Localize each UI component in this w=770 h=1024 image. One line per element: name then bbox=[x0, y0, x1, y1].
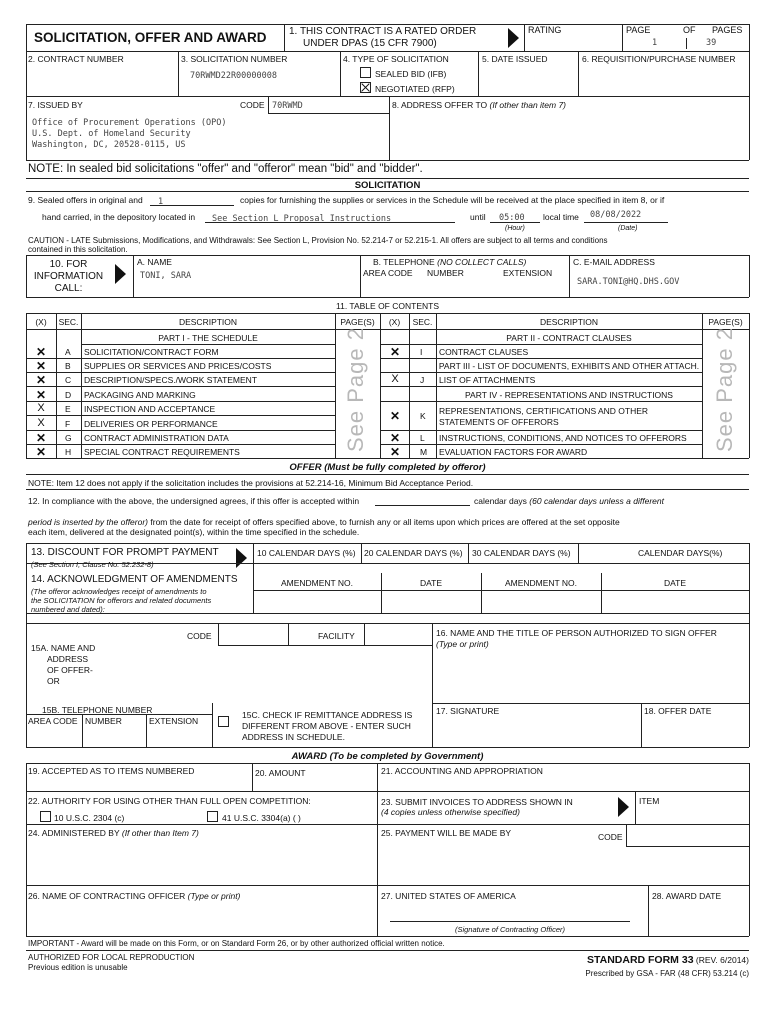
usc-3304-checkbox[interactable] bbox=[207, 811, 218, 822]
address-offer-label: 8. ADDRESS OFFER TO (If other than item 7) bbox=[392, 100, 567, 110]
number-15b: NUMBER bbox=[85, 716, 122, 726]
submit-invoices-note: (4 copies unless otherwise specified) bbox=[381, 807, 520, 817]
toc-heading: 11. TABLE OF CONTENTS bbox=[336, 301, 439, 311]
solicitation-number-label: 3. SOLICITATION NUMBER bbox=[181, 54, 288, 64]
usc-3304-label: 41 U.S.C. 3304(a) ( ) bbox=[222, 813, 301, 823]
toc-c-sec: C bbox=[65, 375, 72, 385]
rated-order-label: 1. THIS CONTRACT IS A RATED ORDER bbox=[289, 26, 477, 37]
contact-name-value[interactable]: TONI, SARA bbox=[140, 271, 192, 281]
email-label: C. E-MAIL ADDRESS bbox=[573, 257, 655, 267]
page-number: 1 bbox=[652, 38, 658, 48]
total-pages: 39 bbox=[706, 38, 717, 48]
submit-invoices-label: 23. SUBMIT INVOICES TO ADDRESS SHOWN IN bbox=[381, 797, 573, 807]
toc-d-sec: D bbox=[65, 390, 72, 400]
code-label-25: CODE bbox=[598, 832, 623, 842]
item-label: ITEM bbox=[639, 796, 660, 806]
toc-k-desc-2: STATEMENTS OF OFFERORS bbox=[439, 417, 559, 427]
rating-label: RATING bbox=[528, 25, 562, 35]
accepted-items-label: 19. ACCEPTED AS TO ITEMS NUMBERED bbox=[28, 766, 195, 776]
toc-j-check[interactable]: X bbox=[391, 373, 399, 385]
toc-d-check[interactable]: ✕ bbox=[35, 388, 47, 402]
local-reproduction: AUTHORIZED FOR LOCAL REPRODUCTION bbox=[28, 953, 195, 962]
see-page-stamp: See Page 2 bbox=[343, 327, 368, 452]
signature-label: 17. SIGNATURE bbox=[436, 706, 500, 716]
depository-location[interactable]: See Section L Proposal Instructions bbox=[212, 214, 392, 224]
toc-b-sec: B bbox=[65, 361, 71, 371]
amendment-date-header-2: DATE bbox=[663, 578, 687, 588]
toc-m-check[interactable]: ✕ bbox=[389, 445, 401, 459]
part2-heading: PART II - CONTRACT CLAUSES bbox=[506, 333, 632, 343]
toc-f-desc: DELIVERIES OR PERFORMANCE bbox=[84, 419, 218, 429]
extension-label: EXTENSION bbox=[503, 268, 553, 278]
toc-a-desc: SOLICITATION/CONTRACT FORM bbox=[84, 347, 219, 357]
item12-delivery: each item, delivered at the designated point(s), within the time specified in the schedule. bbox=[28, 527, 360, 537]
payment-by-label: 25. PAYMENT WILL BE MADE BY bbox=[381, 828, 512, 838]
for-info-label: 10. FOR INFORMATION CALL: bbox=[33, 259, 104, 294]
accounting-label: 21. ACCOUNTING AND APPROPRIATION bbox=[381, 766, 543, 776]
toc-h-desc: SPECIAL CONTRACT REQUIREMENTS bbox=[84, 447, 240, 457]
toc-pages-header: PAGE(S) bbox=[340, 317, 375, 327]
code-label: CODE bbox=[240, 100, 265, 110]
amendment-no-header-2: AMENDMENT NO. bbox=[504, 578, 578, 588]
until-label: until bbox=[470, 212, 486, 222]
usc-2304-checkbox[interactable] bbox=[40, 811, 51, 822]
toc-b-check[interactable]: ✕ bbox=[35, 359, 47, 373]
discount-label: 13. DISCOUNT FOR PROMPT PAYMENT bbox=[31, 547, 219, 558]
toc-i-sec: I bbox=[420, 347, 423, 357]
issued-by-label: 7. ISSUED BY bbox=[28, 100, 83, 110]
dpas-label: UNDER DPAS (15 CFR 7900) bbox=[303, 38, 437, 49]
toc-f-sec: F bbox=[65, 419, 71, 429]
contact-name-label: A. NAME bbox=[137, 257, 172, 267]
toc-d-desc: PACKAGING AND MARKING bbox=[84, 390, 196, 400]
toc-c-check[interactable]: ✕ bbox=[35, 373, 47, 387]
toc-sec-header-right: SEC. bbox=[412, 317, 433, 327]
item12-period: period is inserted by the offeror) from the date for receipt of offers specified above, to furnish any or all items upon which prices are offered at the set opposite bbox=[28, 517, 620, 527]
issuer-code-value[interactable]: 70RWMD bbox=[272, 101, 303, 111]
toc-x-header: (X) bbox=[35, 317, 47, 327]
toc-j-desc: LIST OF ATTACHMENTS bbox=[439, 375, 536, 385]
remittance-label: 15C. CHECK IF REMITTANCE ADDRESS IS DIFFERENT FROM ABOVE - ENTER SUCH ADDRESS IN SCHEDULE. bbox=[242, 710, 413, 742]
authority-label: 22. AUTHORITY FOR USING OTHER THAN FULL OPEN COMPETITION: bbox=[28, 796, 311, 806]
discount-note: (See Section I, Clause No. 52.232-8) bbox=[31, 560, 154, 569]
sealed-bid-checkbox[interactable] bbox=[360, 67, 371, 78]
sealed-bid-label: SEALED BID (IFB) bbox=[375, 69, 447, 79]
issuer-address-line1[interactable]: Office of Procurement Operations (OPO) bbox=[32, 118, 227, 128]
code-label-15: CODE bbox=[187, 631, 212, 641]
deadline-hour[interactable]: 05:00 bbox=[499, 213, 525, 223]
toc-e-sec: E bbox=[65, 404, 71, 414]
of-label: OF bbox=[683, 25, 696, 35]
solicitation-heading: SOLICITATION bbox=[354, 180, 421, 191]
toc-e-check[interactable]: X bbox=[37, 402, 45, 414]
previous-edition: Previous edition is unusable bbox=[28, 963, 128, 972]
offeror-name-label: 15A. NAME AND ADDRESS OF OFFER- OR bbox=[31, 643, 96, 686]
usa-label: 27. UNITED STATES OF AMERICA bbox=[381, 891, 516, 901]
toc-x-header-right: (X) bbox=[388, 317, 401, 327]
telephone-15b-label: 15B. TELEPHONE NUMBER bbox=[42, 705, 153, 715]
copies-value[interactable]: 1 bbox=[158, 197, 164, 207]
toc-l-desc: INSTRUCTIONS, CONDITIONS, AND NOTICES TO OFFERORS bbox=[439, 433, 687, 443]
arrow-icon bbox=[115, 264, 126, 284]
administered-by-label: 24. ADMINISTERED BY (If other than Item 7) bbox=[28, 828, 199, 838]
solicitation-type-label: 4. TYPE OF SOLICITATION bbox=[343, 54, 449, 64]
toc-pages-header-right: PAGE(S) bbox=[708, 317, 743, 327]
deadline-date[interactable]: 08/08/2022 bbox=[590, 210, 642, 220]
sealed-offers-label: 9. Sealed offers in original and bbox=[28, 195, 143, 205]
part3-heading: PART III - LIST OF DOCUMENTS, EXHIBITS AND OTHER ATTACH. bbox=[438, 361, 700, 371]
number-label: NUMBER bbox=[427, 268, 464, 278]
amendment-date-header: DATE bbox=[419, 578, 443, 588]
remittance-checkbox[interactable] bbox=[218, 716, 229, 727]
negotiated-label: NEGOTIATED (RFP) bbox=[375, 84, 455, 94]
form-title: SOLICITATION, OFFER AND AWARD bbox=[34, 30, 267, 45]
area-code-label: AREA CODE bbox=[363, 268, 413, 278]
part4-heading: PART IV - REPRESENTATIONS AND INSTRUCTIONS bbox=[465, 390, 673, 400]
discount-calendar-days: CALENDAR DAYS(%) bbox=[638, 548, 723, 558]
amount-label: 20. AMOUNT bbox=[255, 768, 306, 778]
toc-desc-header-right: DESCRIPTION bbox=[539, 317, 599, 327]
telephone-label: B. TELEPHONE (NO COLLECT CALLS) bbox=[373, 257, 527, 267]
area-code-15b: AREA CODE bbox=[28, 716, 78, 726]
authorized-signer-label: 16. NAME AND THE TITLE OF PERSON AUTHORIZED TO SIGN OFFER bbox=[436, 628, 717, 638]
amendments-note: (The offeror acknowledges receipt of amendments to the SOLICITATION for offerors and related documents numbered and dated): bbox=[31, 587, 212, 614]
toc-k-check[interactable]: ✕ bbox=[389, 409, 401, 423]
authorized-signer-note: (Type or print) bbox=[436, 639, 489, 649]
contracting-officer-label: 26. NAME OF CONTRACTING OFFICER (Type or print) bbox=[28, 891, 241, 901]
toc-m-sec: M bbox=[420, 447, 428, 457]
toc-h-check[interactable]: ✕ bbox=[35, 445, 47, 459]
discount-10-days: 10 CALENDAR DAYS (%) bbox=[257, 548, 356, 558]
toc-e-desc: INSPECTION AND ACCEPTANCE bbox=[84, 404, 216, 414]
toc-l-sec: L bbox=[420, 433, 425, 443]
toc-g-check[interactable]: ✕ bbox=[35, 431, 47, 445]
copies-text: copies for furnishing the supplies or services in the Schedule will be received at the place specified in item 8, or if bbox=[240, 195, 665, 205]
facility-label: FACILITY bbox=[318, 631, 355, 641]
amendment-no-header: AMENDMENT NO. bbox=[280, 578, 354, 588]
caution-text: CAUTION - LATE Submissions, Modifications, and Withdrawals: See Section L, Provision No. 52.214-7 or 52.215-1. All offers are subject to all terms and conditions bbox=[28, 236, 608, 245]
local-time-label: local time bbox=[543, 212, 579, 222]
toc-k-sec: K bbox=[420, 411, 426, 421]
caution-text-2: contained in this solicitation. bbox=[28, 245, 128, 254]
issuer-address-line3[interactable]: Washington, DC, 20528-0115, US bbox=[32, 140, 186, 150]
prescribed-by: Prescribed by GSA - FAR (48 CFR) 53.214 (c) bbox=[585, 969, 749, 978]
requisition-label: 6. REQUISITION/PURCHASE NUMBER bbox=[582, 54, 736, 64]
toc-m-desc: EVALUATION FACTORS FOR AWARD bbox=[439, 447, 588, 457]
see-page-stamp-right: See Page 2 bbox=[712, 327, 737, 452]
arrow-icon bbox=[508, 28, 519, 48]
discount-20-days: 20 CALENDAR DAYS (%) bbox=[364, 548, 463, 558]
email-value[interactable]: SARA.TONI@HQ.DHS.GOV bbox=[577, 277, 680, 287]
item12-note: NOTE: Item 12 does not apply if the solicitation includes the provisions at 52.214-16, Minimum Bid Acceptance Period. bbox=[28, 478, 474, 488]
toc-l-check[interactable]: ✕ bbox=[389, 431, 401, 445]
arrow-icon bbox=[236, 548, 247, 568]
negotiated-checkbox[interactable] bbox=[360, 82, 371, 93]
discount-30-days: 30 CALENDAR DAYS (%) bbox=[472, 548, 571, 558]
hand-carried-label: hand carried, in the depository located in bbox=[42, 212, 196, 222]
sealed-bid-note: NOTE: In sealed bid solicitations "offer" and "offeror" mean "bid" and "bidder". bbox=[28, 163, 423, 175]
award-date-label: 28. AWARD DATE bbox=[652, 891, 722, 901]
toc-c-desc: DESCRIPTION/SPECS./WORK STATEMENT bbox=[84, 375, 258, 385]
extension-15b: EXTENSION bbox=[149, 716, 199, 726]
toc-f-check[interactable]: X bbox=[37, 417, 45, 429]
toc-b-desc: SUPPLIES OR SERVICES AND PRICES/COSTS bbox=[84, 361, 272, 371]
usc-2304-label: 10 U.S.C. 2304 (c) bbox=[54, 813, 125, 823]
toc-i-desc: CONTRACT CLAUSES bbox=[439, 347, 529, 357]
date-issued-label: 5. DATE ISSUED bbox=[482, 54, 548, 64]
toc-a-check[interactable]: ✕ bbox=[35, 345, 47, 359]
contract-number-label: 2. CONTRACT NUMBER bbox=[28, 54, 124, 64]
item12-text: 12. In compliance with the above, the undersigned agrees, if this offer is accepted within bbox=[28, 496, 360, 506]
important-note: IMPORTANT - Award will be made on this Form, or on Standard Form 26, or by other authorized official written notice. bbox=[28, 939, 445, 948]
page-label: PAGE bbox=[626, 25, 651, 35]
toc-sec-header: SEC. bbox=[58, 317, 79, 327]
hour-caption: (Hour) bbox=[505, 225, 525, 232]
arrow-icon bbox=[618, 797, 629, 817]
pages-label: PAGES bbox=[712, 25, 743, 35]
toc-k-desc: REPRESENTATIONS, CERTIFICATIONS AND OTHER bbox=[439, 406, 649, 416]
offer-heading: OFFER (Must be fully completed by offeror) bbox=[289, 462, 486, 473]
toc-i-check[interactable]: ✕ bbox=[389, 345, 401, 359]
toc-a-sec: A bbox=[65, 347, 71, 357]
toc-h-sec: H bbox=[65, 447, 72, 457]
solicitation-number-value[interactable]: 70RWMD22R00000008 bbox=[190, 71, 277, 81]
issuer-address-line2[interactable]: U.S. Dept. of Homeland Security bbox=[32, 129, 191, 139]
date-caption: (Date) bbox=[618, 225, 638, 232]
toc-j-sec: J bbox=[420, 375, 425, 385]
signature-caption: (Signature of Contracting Officer) bbox=[454, 925, 566, 934]
offer-date-label: 18. OFFER DATE bbox=[644, 706, 712, 716]
toc-desc-header: DESCRIPTION bbox=[178, 317, 238, 327]
amendments-label: 14. ACKNOWLEDGMENT OF AMENDMENTS bbox=[31, 574, 238, 585]
form-number: STANDARD FORM 33 (REV. 6/2014) bbox=[586, 954, 749, 966]
item12-days: calendar days (60 calendar days unless a different bbox=[474, 496, 664, 506]
toc-g-desc: CONTRACT ADMINISTRATION DATA bbox=[84, 433, 229, 443]
part1-heading: PART I - THE SCHEDULE bbox=[158, 333, 258, 343]
award-heading: AWARD (To be completed by Government) bbox=[291, 751, 484, 762]
toc-g-sec: G bbox=[65, 433, 72, 443]
